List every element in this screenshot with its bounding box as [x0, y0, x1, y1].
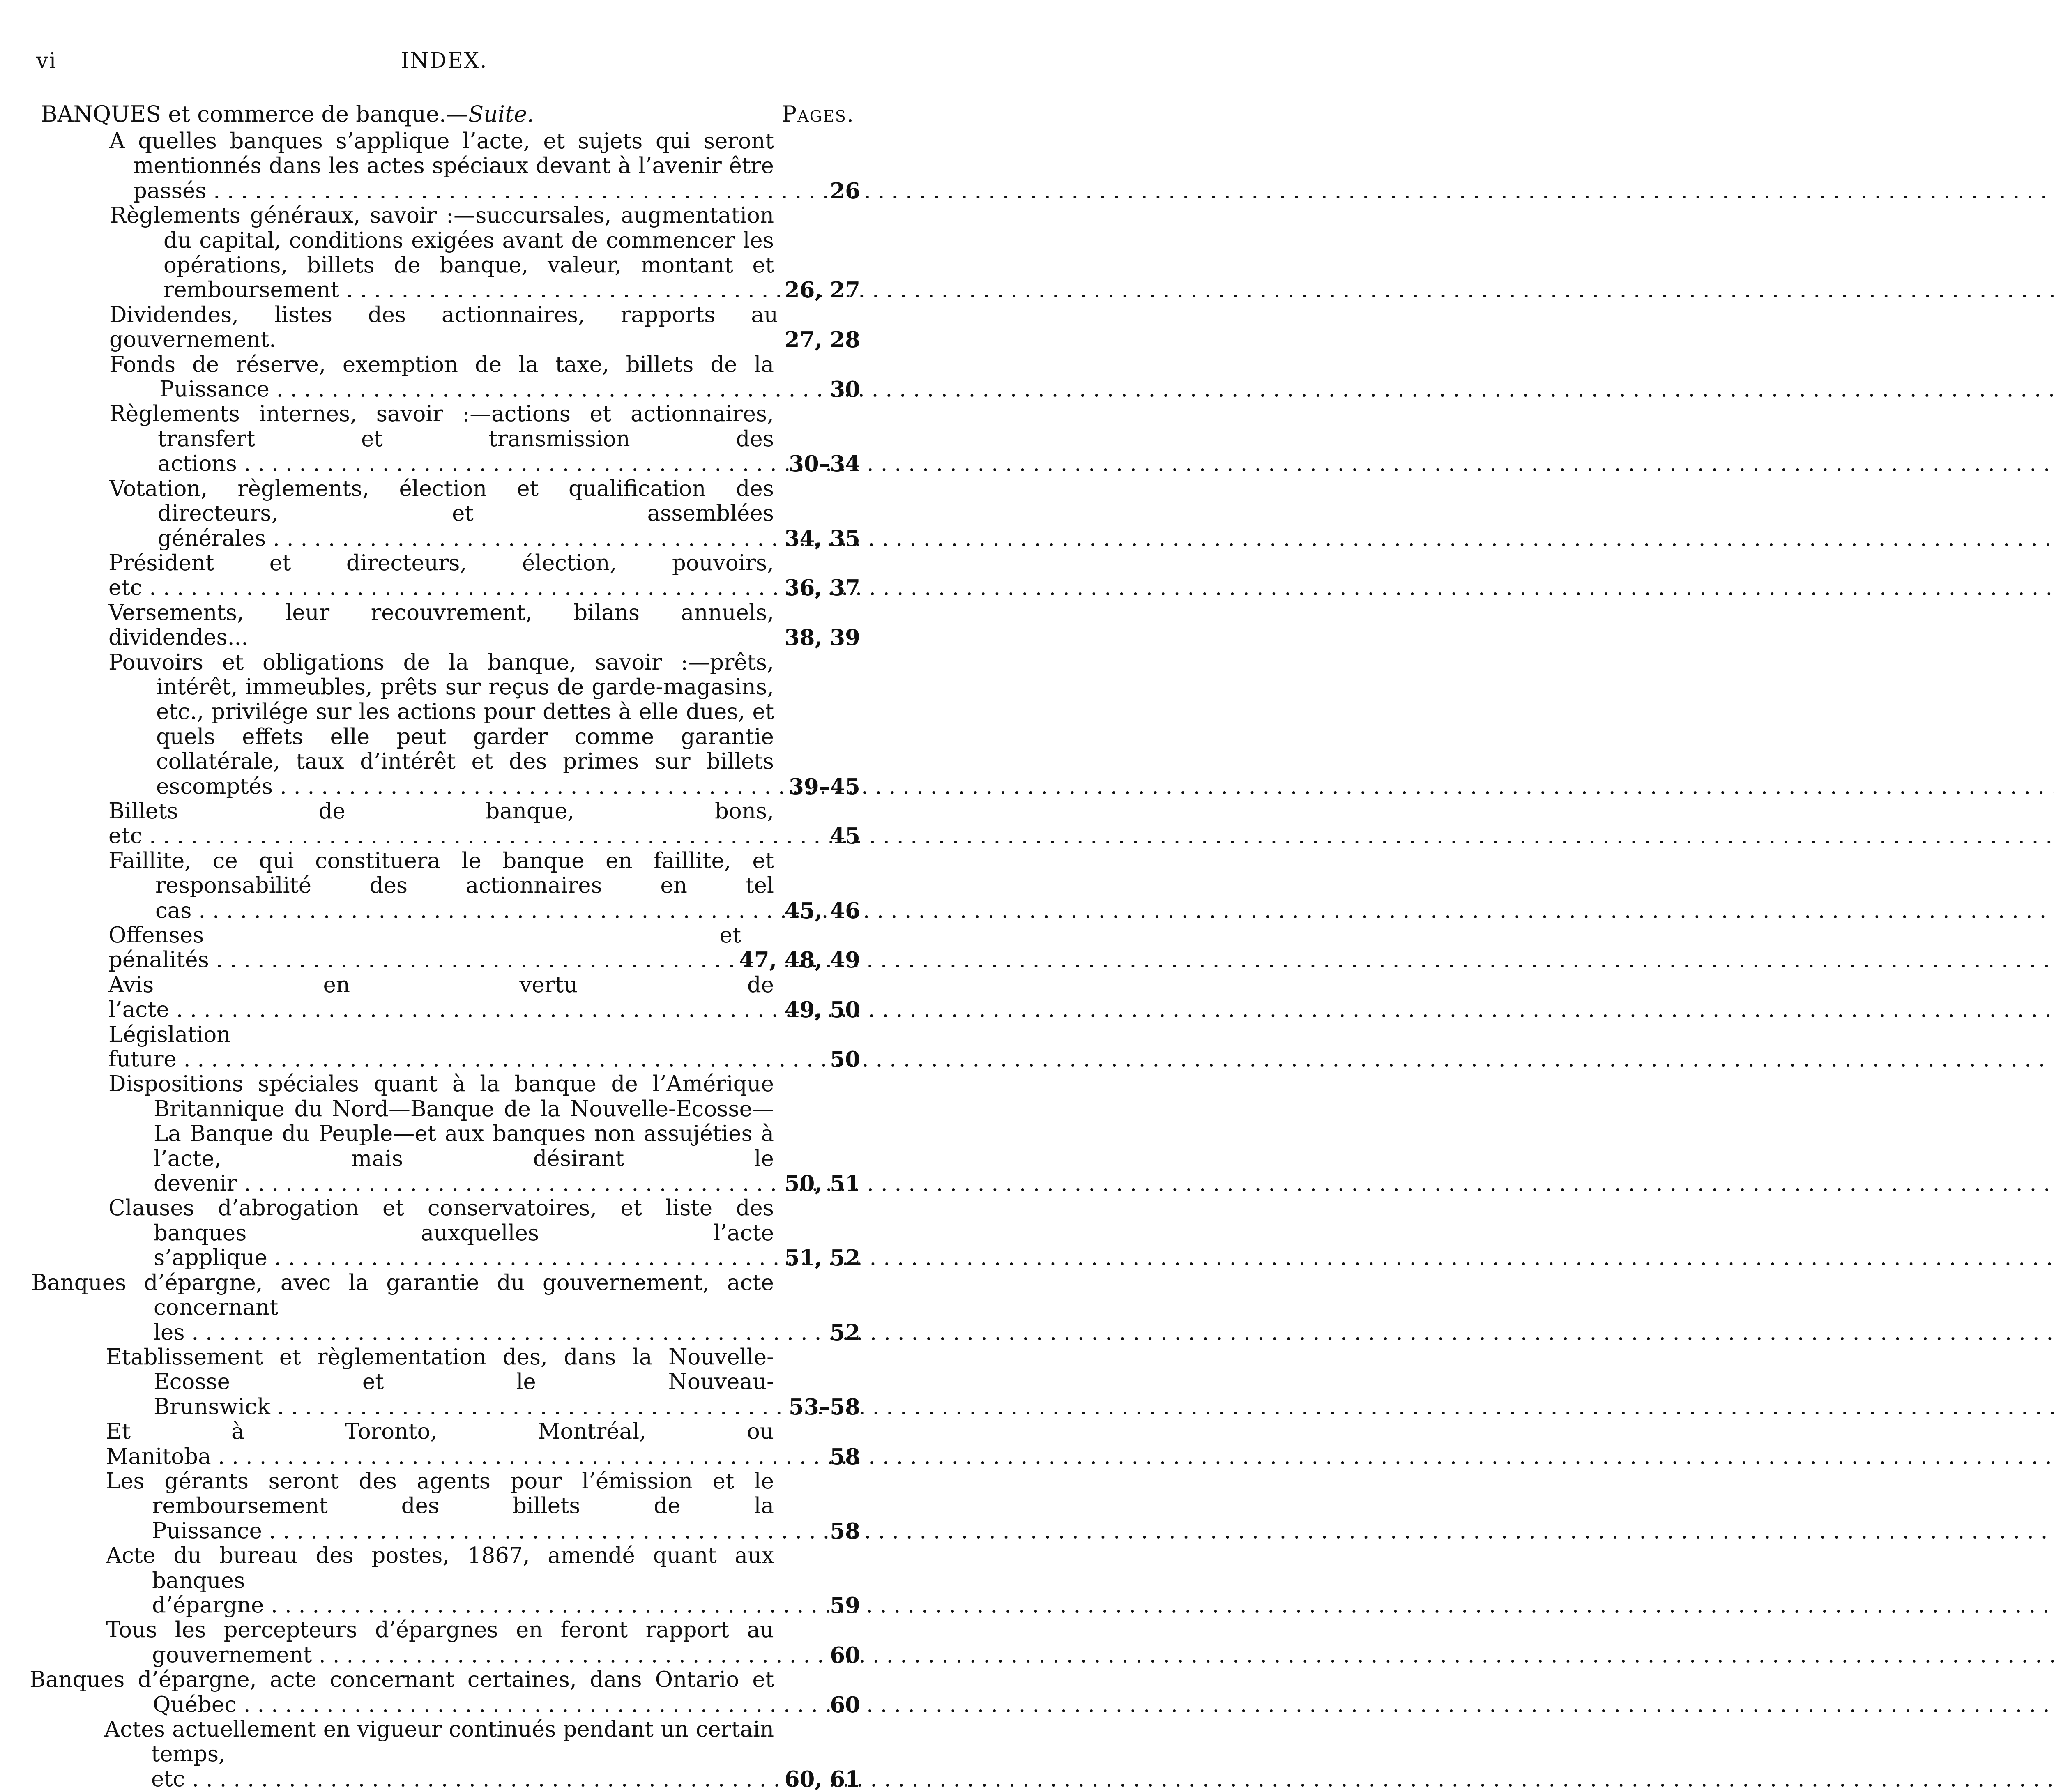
index-entry	[0, 551, 888, 601]
entry-pages: 26	[830, 178, 860, 204]
entry-text: Président et directeurs, élection, pouvoirs, etc . . .	[108, 551, 774, 601]
entry-pages: 60	[830, 1642, 860, 1668]
entry-text: Banques d’épargne, acte concernant certaines, dans Ontario et Québec . . .	[153, 1668, 774, 1717]
entry-pages: 38, 39	[784, 625, 860, 651]
index-entry	[0, 1196, 888, 1270]
index-entry	[0, 973, 888, 1023]
index-entry	[0, 601, 888, 650]
entry-pages: 52	[830, 1320, 860, 1345]
entry-pages: 34, 35	[784, 525, 860, 551]
entry-pages: 30–34	[788, 451, 860, 477]
section-title-main: BANQUES et commerce de banque.—	[41, 101, 469, 127]
index-entry	[0, 1023, 888, 1072]
entry-text: Tous les percepteurs d’épargnes en feront rapport au gouvernement . . .	[152, 1618, 774, 1668]
entry-pages: 50	[830, 1047, 860, 1073]
entry-text: A quelles banques s’applique l’acte, et sujets qui seront mentionnés dans les actes spéciaux devant à l’avenir être passés . . .	[133, 129, 774, 203]
entry-text: Billets de banque, bons, etc . . .	[108, 799, 774, 849]
index-entry	[0, 1618, 888, 1668]
entry-pages: 45, 46	[784, 898, 860, 924]
index-entry	[0, 1271, 888, 1345]
entry-text: Votation, règlements, élection et qualification des directeurs, et assemblées générales . . .	[158, 477, 774, 551]
entry-text: Règlements généraux, savoir :—succursales, augmentation du capital, conditions exigées avant de commencer les opérations, billets de banque, valeur, montant et remboursement . . .	[163, 203, 774, 303]
section-title-suffix: Suite.	[468, 101, 534, 127]
entry-pages: 60	[830, 1692, 860, 1718]
entry-text: Versements, leur recouvrement, bilans annuels, dividendes...	[108, 600, 774, 650]
index-entry	[0, 129, 888, 203]
index-entry	[0, 1717, 888, 1792]
index-entry	[0, 1543, 888, 1618]
entry-text: Avis en vertu de l’acte . . .	[108, 973, 774, 1023]
entry-pages: 53–58	[788, 1394, 860, 1420]
index-entry	[0, 849, 888, 923]
entry-pages: 58	[830, 1518, 860, 1544]
index-entry	[0, 799, 888, 849]
entry-pages: 47, 48, 49	[739, 947, 860, 973]
entry-text: Règlements internes, savoir :—actions et actionnaires, transfert et transmission des actions . . .	[158, 402, 774, 476]
entry-pages: 59	[830, 1592, 860, 1618]
entry-pages: 60, 61	[784, 1766, 860, 1792]
entry-pages: 27, 28	[784, 327, 860, 353]
entry-pages: 39–45	[788, 774, 860, 799]
index-entry	[0, 1345, 888, 1419]
page-number: vi	[36, 48, 57, 73]
index-entry	[0, 303, 888, 352]
entry-text: Acte du bureau des postes, 1867, amendé quant aux banques d’épargne . . .	[152, 1543, 774, 1618]
index-entry	[0, 1469, 888, 1543]
index-entry	[0, 203, 888, 303]
entry-text: Dividendes, listes des actionnaires, rapports au gouvernement.	[109, 302, 778, 352]
entry-pages: 45	[830, 823, 860, 849]
entry-pages: 30	[830, 377, 860, 403]
section-heading	[41, 101, 854, 130]
index-entry	[0, 650, 888, 799]
entry-text: Fonds de réserve, exemption de la taxe, billets de la Puissance . . .	[159, 352, 774, 402]
entry-text: Clauses d’abrogation et conservatoires, et liste des banques auxquelles l’acte s’applique . . .	[154, 1196, 774, 1270]
entry-text: Actes actuellement en vigueur continués pendant un certain temps, etc . . .	[151, 1717, 774, 1792]
entry-text: Banques d’épargne, avec la garantie du gouvernement, acte concernant les . . .	[154, 1271, 774, 1345]
index-entry	[0, 1668, 888, 1717]
index-page	[0, 0, 888, 1792]
entry-text: Les gérants seront des agents pour l’émission et le remboursement des billets de la Puissance . . .	[152, 1469, 774, 1543]
page-title: INDEX.	[401, 48, 488, 73]
index-entry	[0, 352, 888, 402]
index-entries	[0, 129, 888, 1792]
entry-pages: 36, 37	[784, 575, 860, 601]
section-title	[41, 101, 534, 127]
entry-text: Et à Toronto, Montréal, ou Manitoba . . .	[106, 1419, 774, 1469]
entry-text: Faillite, ce qui constituera le banque en faillite, et responsabilité des actionnaires en tel cas . . .	[155, 849, 774, 923]
entry-text: Dispositions spéciales quant à la banque de l’Amérique Britannique du Nord—Banque de la Nouvelle-Ecosse—La Banque du Peuple—et aux banques non assujéties à l’acte, mais désirant le devenir . . .	[154, 1072, 774, 1196]
entry-text: Offenses et pénalités . . .	[108, 923, 741, 973]
entry-text: Législation future . . .	[108, 1023, 774, 1072]
index-entry	[0, 1072, 888, 1196]
entry-text: Etablissement et règlementation des, dans la Nouvelle-Ecosse et le Nouveau-Brunswick . . .	[154, 1345, 774, 1419]
pages-column-header: Pages.	[781, 101, 854, 127]
index-entry	[0, 1419, 888, 1469]
entry-pages: 26, 27	[784, 277, 860, 303]
entry-pages: 51, 52	[784, 1245, 860, 1271]
entry-pages: 50, 51	[784, 1171, 860, 1197]
index-entry	[0, 402, 888, 476]
index-entry	[0, 923, 888, 973]
entry-text: Pouvoirs et obligations de la banque, savoir :—prêts, intérêt, immeubles, prêts sur reçus de garde-magasins, etc., privilége sur les actions pour dettes à elle dues, et quels effets elle peut garder comme garantie collatérale, taux d’intérêt et des primes sur billets escomptés . . .	[156, 650, 774, 799]
index-entry	[0, 477, 888, 551]
entry-pages: 58	[830, 1444, 860, 1470]
entry-pages: 49, 50	[784, 997, 860, 1023]
